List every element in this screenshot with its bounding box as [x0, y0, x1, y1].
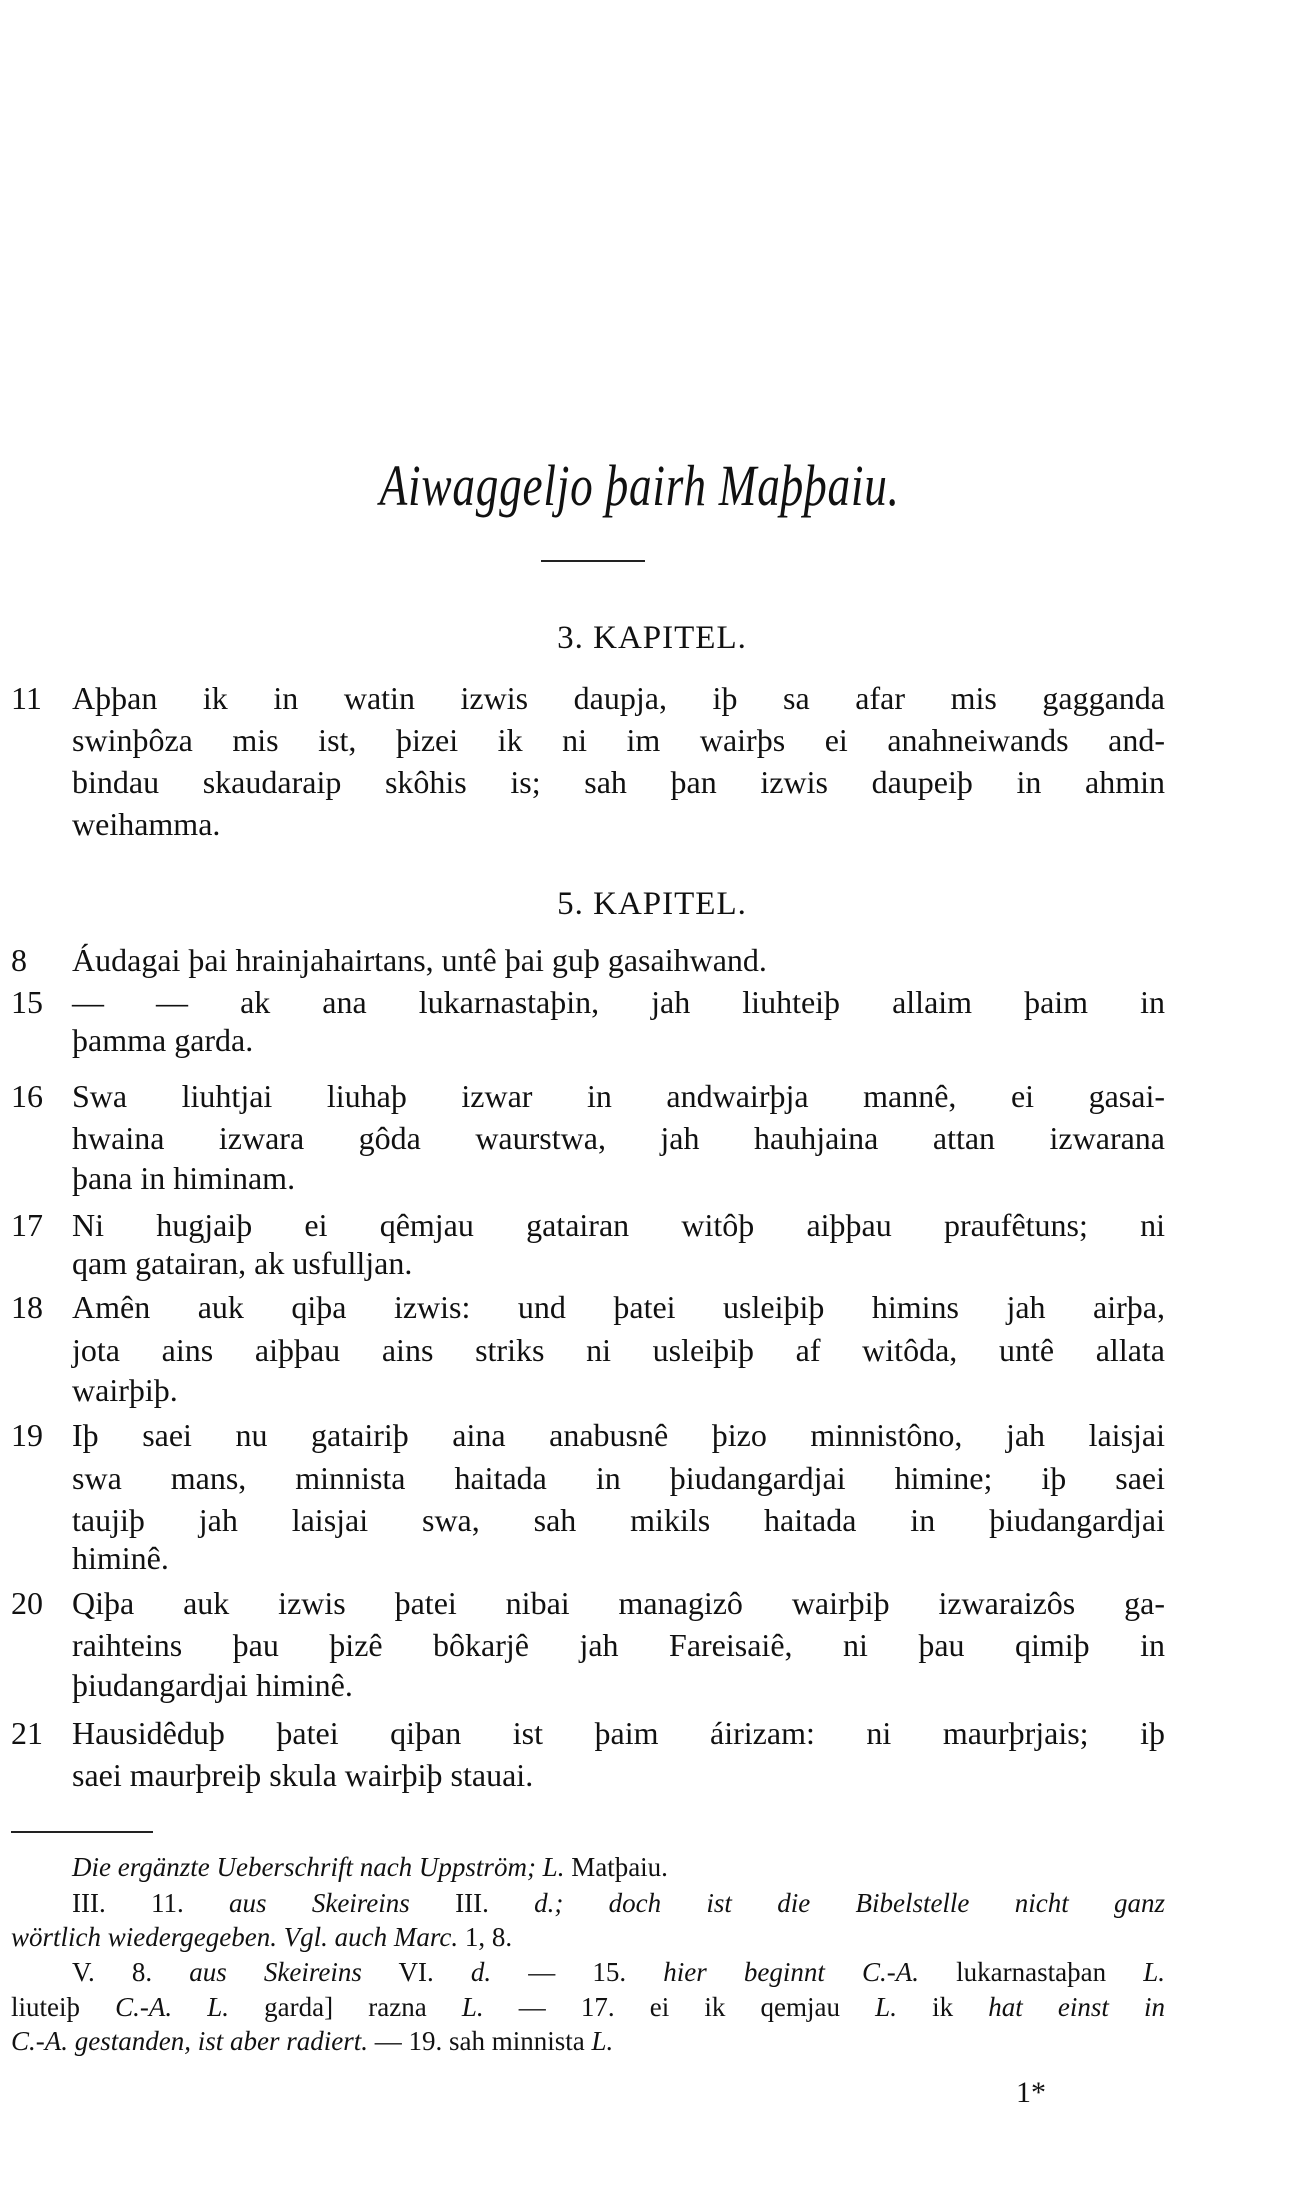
verse-line: swinþôza mis ist, þizei ik ni im wairþs ei anahneiwands and- — [72, 722, 1165, 758]
verse-line: þiudangardjai himinê. — [72, 1667, 353, 1703]
footnote-italic-text: C.-A. L. — [115, 1992, 230, 2022]
verse-line: Qiþa auk izwis þatei nibai managizô wairþiþ izwaraizôs ga- — [72, 1585, 1165, 1621]
verse-line: bindau skaudaraip skôhis is; sah þan izwis daupeiþ in ahmin — [72, 764, 1165, 800]
footnote-text: VI. — [361, 1957, 471, 1987]
verse-line: himinê. — [72, 1540, 169, 1576]
footnote-text: garda] razna — [229, 1992, 462, 2022]
verse-line: — — ak ana lukarnastaþin, jah liuhteiþ allaim þaim in — [72, 984, 1165, 1020]
footnote-text: lukarnastaþan — [919, 1957, 1144, 1987]
page-title: Aiwaggeljo þairh Maþþaiu. — [379, 453, 900, 518]
verse-number: 11 — [11, 680, 42, 716]
footnote-italic-text: d. — [470, 1957, 492, 1987]
footnote-text: — 19. sah minnista — [367, 2026, 592, 2056]
footnote-italic-text: L. — [591, 2026, 614, 2056]
verse-line: Swa liuhtjai liuhaþ izwar in andwairþja mannê, ei gasai- — [72, 1078, 1165, 1114]
footnote-text: III. — [409, 1888, 535, 1918]
verse-line: swa mans, minnista haitada in þiudangardjai himine; iþ saei — [72, 1460, 1165, 1496]
verse-line: wairþiþ. — [72, 1372, 178, 1408]
verse-line: taujiþ jah laisjai swa, sah mikils haitada in þiudangardjai — [72, 1502, 1165, 1538]
footnote-line — [72, 1850, 1165, 1884]
verse-line: saei maurþreiþ skula wairþiþ stauai. — [72, 1757, 534, 1793]
footnote-italic-text: wörtlich wiedergegeben. Vgl. auch Marc. — [11, 1922, 459, 1952]
chapter-heading: 5. KAPITEL. — [557, 886, 747, 922]
verse-line: raihteins þau þizê bôkarjê jah Fareisaiê, ni þau qimiþ in — [72, 1627, 1165, 1663]
verse-number: 8 — [11, 942, 27, 978]
footnote-italic-text: L. — [875, 1992, 897, 2022]
footnote-text: — 17. ei ik qemjau — [483, 1992, 876, 2022]
verse-number: 17 — [11, 1207, 43, 1243]
verse-line: Amên auk qiþa izwis: und þatei usleiþiþ himins jah airþa, — [72, 1289, 1165, 1325]
verse-line: weihamma. — [72, 806, 221, 842]
verse-number: 19 — [11, 1417, 43, 1453]
verse-number: 16 — [11, 1078, 43, 1114]
verse-line: Ni hugjaiþ ei qêmjau gatairan witôþ aiþþau praufêtuns; ni — [72, 1207, 1165, 1243]
chapter-heading: 3. KAPITEL. — [557, 620, 747, 656]
footnote-line — [11, 1920, 1165, 1954]
verse-line: jota ains aiþþau ains striks ni usleiþiþ af witôda, untê allata — [72, 1332, 1165, 1368]
footnote-line — [72, 1955, 1165, 1989]
footnote-text: V. 8. — [72, 1957, 190, 1987]
footnote-text: III. 11. — [72, 1888, 230, 1918]
footnote-italic-text: aus Skeireins — [189, 1957, 362, 1987]
footnote-italic-text: Die ergänzte Ueberschrift nach Uppström; L. — [72, 1852, 565, 1882]
footnote-line — [72, 1886, 1165, 1920]
verse-line: Iþ saei nu gatairiþ aina anabusnê þizo minnistôno, jah laisjai — [72, 1417, 1165, 1453]
verse-line: Áudagai þai hrainjahairtans, untê þai guþ gasaihwand. — [72, 942, 767, 978]
footnote-text: liuteiþ — [11, 1992, 116, 2022]
title-divider — [541, 560, 645, 562]
footnote-line — [11, 2024, 1165, 2058]
footnote-text: ik — [896, 1992, 989, 2022]
verse-line: hwaina izwara gôda waurstwa, jah hauhjaina attan izwarana — [72, 1120, 1165, 1156]
verse-line: þana in himinam. — [72, 1160, 296, 1196]
page-signature: 1* — [1016, 2076, 1046, 2109]
verse-line: qam gatairan, ak usfulljan. — [72, 1245, 413, 1281]
verse-number: 15 — [11, 984, 43, 1020]
footnote-italic-text: hat einst in — [988, 1992, 1166, 2022]
footnote-text: — 15. — [491, 1957, 664, 1987]
footnote-italic-text: L. — [1143, 1957, 1166, 1987]
footnote-text: Matþaiu. — [564, 1852, 668, 1882]
verse-number: 18 — [11, 1289, 43, 1325]
verse-number: 21 — [11, 1715, 43, 1751]
verse-line: Hausidêduþ þatei qiþan ist þaim áirizam: ni maurþrjais; iþ — [72, 1715, 1165, 1751]
footnote-italic-text: d.; doch ist die Bibelstelle nicht ganz — [534, 1888, 1165, 1918]
footnote-italic-text: hier beginnt C.-A. — [663, 1957, 920, 1987]
footnote-line — [11, 1990, 1165, 2024]
footnote-italic-text: L. — [461, 1992, 484, 2022]
footnote-divider — [11, 1831, 153, 1833]
verse-line: þamma garda. — [72, 1022, 254, 1058]
footnote-italic-text: aus Skeireins — [229, 1888, 410, 1918]
footnote-italic-text: C.-A. gestanden, ist aber radiert. — [11, 2026, 368, 2056]
verse-number: 20 — [11, 1585, 43, 1621]
footnote-text: 1, 8. — [458, 1922, 513, 1952]
verse-line: Aþþan ik in watin izwis daupja, iþ sa afar mis gagganda — [72, 680, 1165, 716]
